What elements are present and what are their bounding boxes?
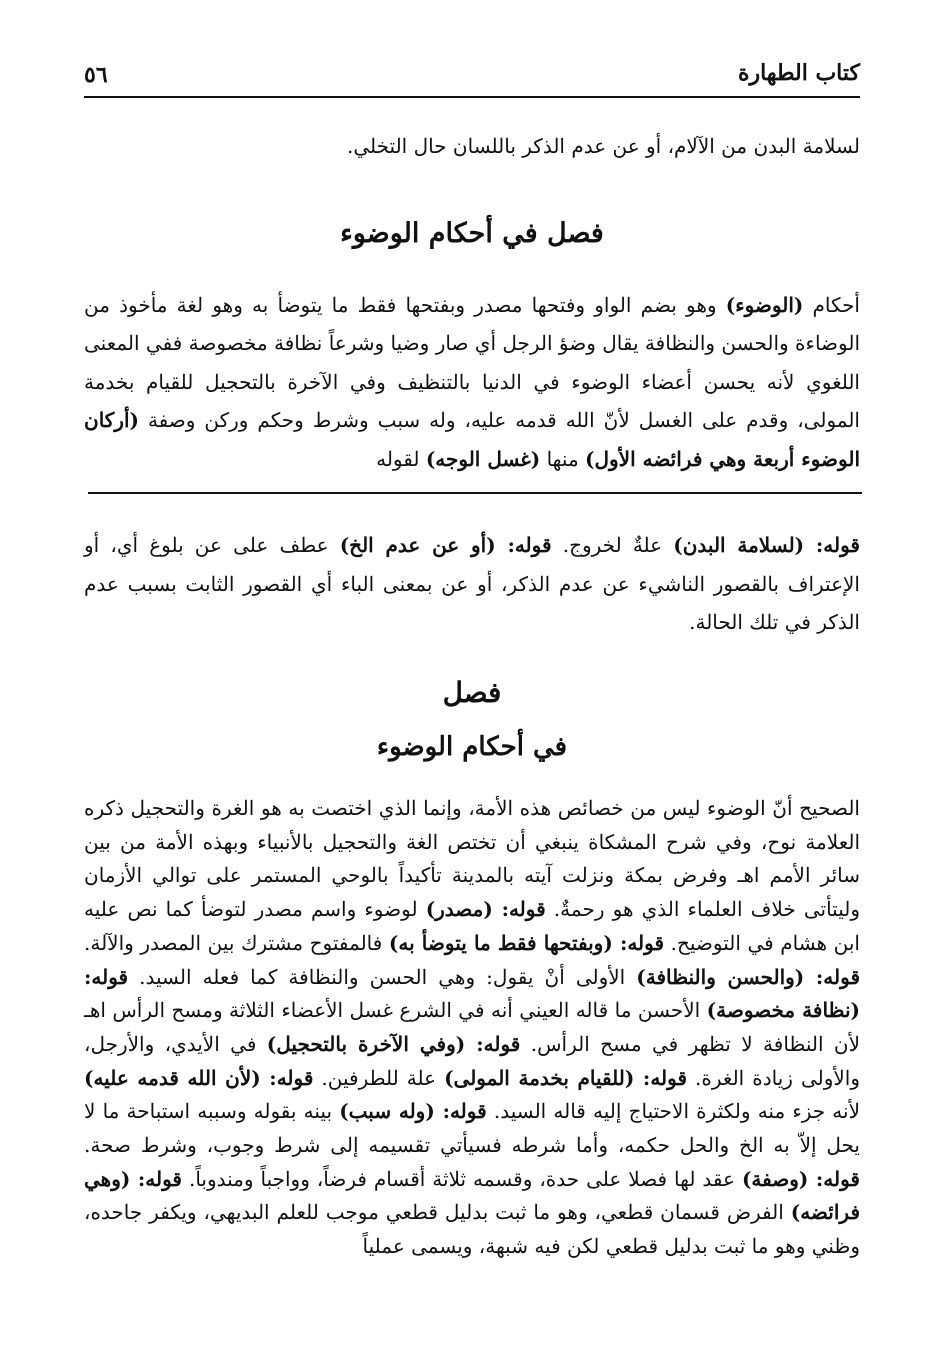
bold-quote: قوله: (وهي فرائضه): [84, 1166, 860, 1225]
bold-quote: قوله: (لسلامة البدن): [673, 533, 860, 557]
bold-quote: قوله: (لأن الله قدمه عليه): [84, 1065, 314, 1090]
commentary-heading-fasl: فصل: [442, 676, 502, 709]
page-header: [84, 56, 860, 98]
bold-quote: قوله: (وصفة): [741, 1166, 860, 1191]
bold-quote: (الوضوء): [725, 293, 804, 317]
bold-quote: (أركان الوضوء أربعة وهي فرائضه الأول): [84, 408, 860, 471]
bold-quote: قوله: (والحسن والنظافة): [636, 964, 861, 989]
bold-quote: قوله: (وبفتحها فقط ما يتوضأ به): [388, 930, 665, 955]
page-number: ٥٦: [84, 62, 108, 88]
bold-quote: قوله: (أو عن عدم الخ): [339, 533, 552, 557]
section-heading: فصل في أحكام الوضوء: [340, 218, 604, 249]
book-title: كتاب الطهارة: [737, 60, 860, 86]
main-text: [84, 286, 860, 478]
bold-quote: قوله: (نظافة مخصوصة): [84, 964, 860, 1023]
continuation-line: [84, 128, 860, 164]
main-paragraph: أحكام (الوضوء) وهو بضم الواو وفتحها مصدر وبفتحها فقط ما يتوضأ به وهو لغة مأخوذ من الوضاءة والحسن والنظافة يقال وضؤ الرجل أي صار وضيا وشرعاً نظافة مخصوصة ففي المعنى اللغوي لأنه يحسن أعضاء الوضوء في الدنيا بالتنظيف وفي الآخرة بالتحجيل للقيام بخدمة المولى، وقدم على الغسل لأنّ الله قدمه عليه، وله سبب وشرط وحكم وركن وصفة (أركان الوضوء أربعة وهي فرائضه الأول) منها (غسل الوجه) لقوله: [84, 293, 861, 471]
continuation-text: لسلامة البدن من الآلام، أو عن عدم الذكر باللسان حال التخلي.: [346, 134, 860, 158]
bold-quote: قوله: (وله سبب): [339, 1099, 487, 1124]
footnote-paragraph-1: قوله: (لسلامة البدن) علةٌ لخروج. قوله: (أو عن عدم الخ) عطف على عن بلوغ أي، أو الإعتراف بالقصور الناشيء عن عدم الذكر، أو عن بمعنى الباء أي القصور الثابت بسبب عدم الذكر في تلك الحالة.: [84, 533, 860, 634]
commentary-heading-title: في أحكام الوضوء: [376, 732, 568, 762]
footnote-block-1: [84, 526, 860, 642]
commentary-paragraph: الصحيح أنّ الوضوء ليس من خصائص هذه الأمة، وإنما الذي اختصت به هو الغرة والتحجيل ذكره العلامة نوح، وفي شرح المشكاة ينبغي أن تختص الغة والتحجيل بالأنبياء وبهذه الأمة من بين سائر الأمم اهـ وفرض بمكة ونزلت آيته بالمدينة تأكيداً بالوحي المستمر على توالي الأزمان وليتأتى خلاف العلماء الذي هو رحمةٌ. قوله: (مصدر) لوضوء واسم مصدر لتوضأ كما نص عليه ابن هشام في التوضيح. قوله: (وبفتحها فقط ما يتوضأ به) فالمفتوح مشترك بين المصدر والآلة. قوله: (والحسن والنظافة) الأولى أنْ يقول: وهي الحسن والنظافة كما فعله السيد. قوله: (نظافة مخصوصة) الأحسن ما قاله العيني أنه في الشرع غسل الأعضاء الثلاثة ومسح الرأس اهـ لأن النظافة لا تظهر في مسح الرأس. قوله: (وفي الآخرة بالتحجيل) في الأيدي، والأرجل، والأولى زيادة الغرة. قوله: (للقيام بخدمة المولى) علة للطرفين. قوله: (لأن الله قدمه عليه) لأنه جزء منه ولكثرة الاحتياج إليه قاله السيد. قوله: (وله سبب) بينه بقوله وسببه استباحة ما لا يحل إلاّ به الخ والحل حكمه، وأما شرطه فسيأتي تقسيمه إلى شرط وجوب، وشرط صحة. قوله: (وصفة) عقد لها فصلا على حدة، وقسمه ثلاثة أقسام فرضاً، وواجباً ومندوباً. قوله: (وهي فرائضه) الفرض قسمان قطعي، وهو ما ثبت بدليل قطعي موجب للعلم البديهي، ويكفر جاحده، وظني وهو ما ثبت بدليل قطعي لكن فيه شبهة، ويسمى عملياً: [84, 796, 861, 1259]
commentary-block: [84, 792, 860, 1264]
bold-quote: قوله: (للقيام بخدمة المولى): [444, 1065, 688, 1090]
footnote-separator: [88, 492, 862, 494]
bold-quote: قوله: (وفي الآخرة بالتحجيل): [266, 1031, 521, 1056]
bold-quote: قوله: (مصدر): [425, 897, 546, 922]
bold-quote: (غسل الوجه): [425, 446, 541, 471]
